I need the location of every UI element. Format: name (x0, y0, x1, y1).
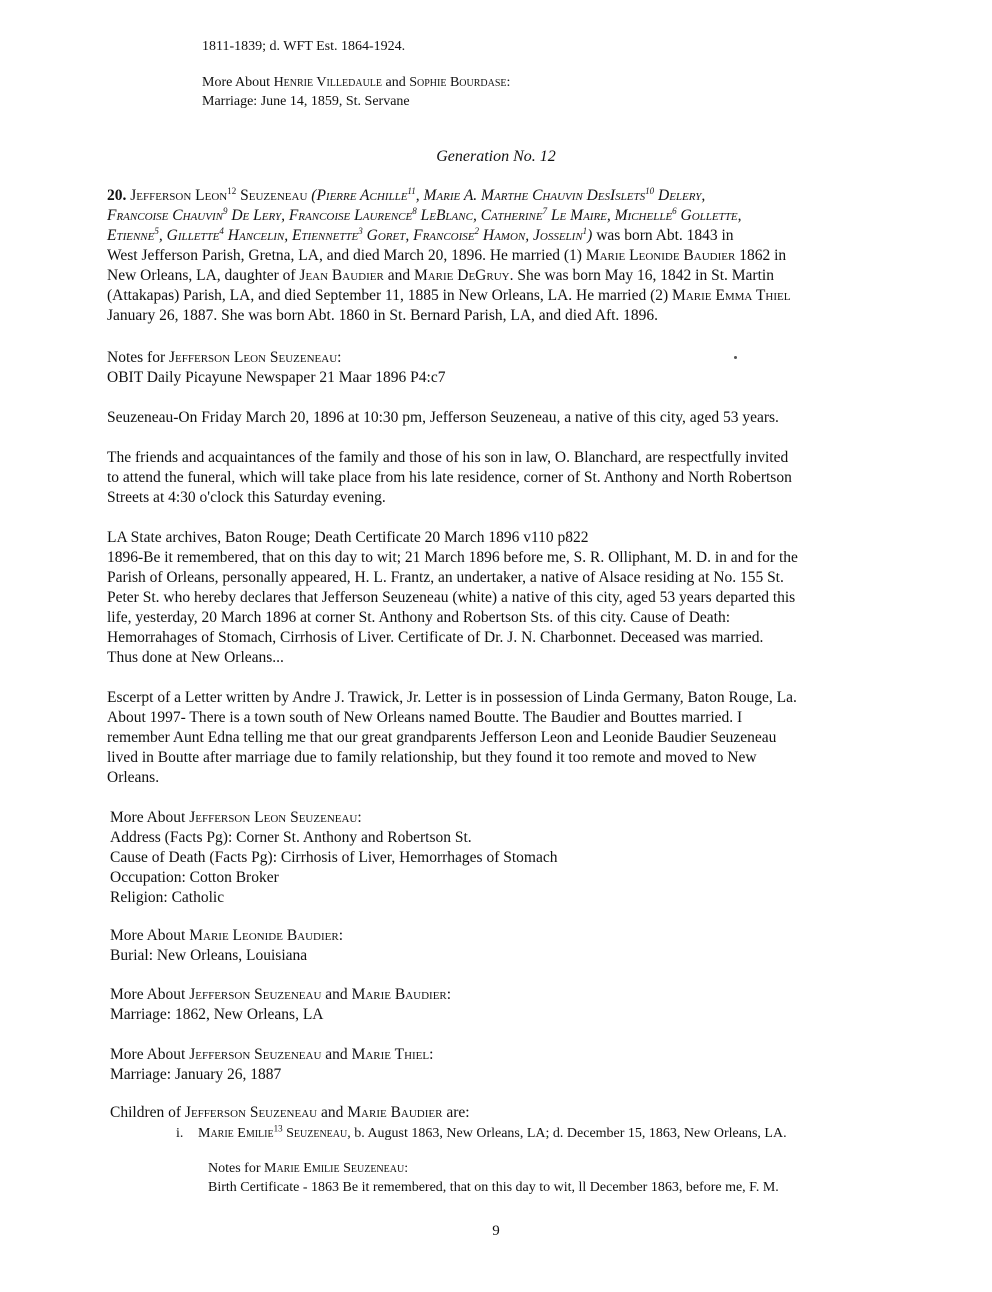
obit-line: OBIT Daily Picayune Newspaper 21 Maar 1896 P4:c7 (107, 369, 446, 386)
notes-heading: Notes for Jefferson Leon Seuzeneau: (107, 349, 342, 366)
child-entry: i. Marie Emilie$^{13}$ Seuzeneau, b. August 1863, New Orleans, LA; d. December 15, 1863, New Orleans, LA. (176, 1123, 787, 1141)
child-notes: Notes for Marie Emilie Seuzeneau: Birth Certificate - 1863 Be it remembered, that on this day to wit, ll December 1863, before me, F. M. (208, 1161, 779, 1195)
fact-marriage-1862: Marriage: 1862, New Orleans, LA (110, 1006, 324, 1023)
letter-excerpt-paragraph: Escerpt of a Letter written by Andre J. Trawick, Jr. Letter is in possession of Linda Germany, Baton Rouge, La. About 1997- There is a town south of New Orleans named Boutte. The Baudier and Bouttes married. I remember Aunt Edna telling me that our great grandparents Jefferson Leon and Leonide Baudier Seuzeneau lived in Boutte after marriage due to family relationship, but they found it too remote and moved to New Orleans. (107, 689, 797, 786)
more-about-jefferson-heading: More About Jefferson Leon Seuzeneau: (110, 809, 362, 826)
obit-paragraph-1: Seuzeneau-On Friday March 20, 1896 at 10:30 pm, Jefferson Seuzeneau, a native of this city, aged 53 years. (107, 409, 779, 426)
top-section (202, 37, 510, 111)
fact-marriage-1887: Marriage: January 26, 1887 (110, 1066, 282, 1083)
generation-heading: Generation No. 12 (436, 148, 556, 165)
entry-20: 20. Jefferson Leon$^{12}$ Seuzeneau (Pierre Achille$^{11}$, Marie A. Marthe Chauvin DesIslets$^{10}$ Delery, Francoise Chauvin$^9$ De Lery, Francoise Laurence$^8$ LeBlanc, Catherine$^7$ Le Maire, Michelle$^6$ Gollette, Etienne$^5$, Gillette$^4$ Hancelin, Etiennette$^3$ Goret, Francoise$^2$ Hamon, Josselin$^1$) was born Abt. 1843 in West Jefferson Parish, Gretna, LA, and died March 20, 1896. He married (1) Marie Leonide Baudier 1862 in New Orleans, LA, daughter of Jean Baudier and Marie DeGruy. She was born May 16, 1842 in St. Martin (Attakapas) Parish, LA, and died September 11, 1885 in New Orleans, LA. He married (2) Marie Emma Thiel January 26, 1887. She was born Abt. 1860 in St. Bernard Parish, LA, and died Aft. 1896. (107, 185, 791, 324)
fact-religion: Religion: Catholic (110, 889, 225, 906)
death-certificate-paragraph: LA State archives, Baton Rouge; Death Certificate 20 March 1896 v110 p822 1896-Be it remembered, that on this day to wit; 21 March 1896 before me, S. R. Olliphant, M. D. in and for the Parish of Orleans, personally appeared, H. L. Frantz, an undertaker, a native of Alsace residing at No. 155 St. Peter St. who hereby declares that Jefferson Seuzeneau (white) a native of this city, aged 53 years departed this life, yesterday, 20 March 1896 at corner St. Anthony and Robertson Sts. of this city. Cause of Death: Hemorrahages of Stomach, Cirrhosis of Liver. Certificate of Dr. J. N. Charbonnet. Deceased was married. Thus done at New Orleans... (107, 529, 798, 666)
notes-jefferson (107, 348, 907, 788)
fact-address: Address (Facts Pg): Corner St. Anthony and Robertson St. (110, 829, 472, 846)
fact-cause-of-death: Cause of Death (Facts Pg): Cirrhosis of Liver, Hemorrhages of Stomach (110, 849, 558, 866)
more-about-jefferson-baudier: More About Jefferson Seuzeneau and Marie Baudier: Marriage: 1862, New Orleans, LA (110, 986, 452, 1023)
obit-paragraph-2: The friends and acquaintances of the family and those of his son in law, O. Blanchard, are respectfully invited to attend the funeral, which will take place from his late residence, corner of St. Anthony and North Robertson Streets at 4:30 o'clock this Saturday evening. (107, 449, 792, 506)
fact-occupation: Occupation: Cotton Broker (110, 869, 279, 886)
child-birth-certificate: Birth Certificate - 1863 Be it remembered, that on this day to wit, ll December 1863, before me, F. M. (208, 1180, 779, 1195)
page-number: 9 (492, 1223, 500, 1239)
more-about-leonide (110, 926, 343, 966)
more-about-jefferson-thiel: More About Jefferson Seuzeneau and Marie Thiel: Marriage: January 26, 1887 (110, 1046, 434, 1083)
more-about-jefferson (110, 808, 558, 908)
fact-burial: Burial: New Orleans, Louisiana (110, 947, 308, 964)
marriage-henrie: Marriage: June 14, 1859, St. Servane (202, 94, 410, 109)
top-line: 1811-1839; d. WFT Est. 1864-1924. (202, 39, 406, 54)
more-about-leonide-heading: More About Marie Leonide Baudier: (110, 927, 344, 944)
more-about-henrie-heading: More About Henrie Villedaule and Sophie Bourdase: (202, 75, 511, 90)
children-heading: Children of Jefferson Seuzeneau and Marie Baudier are: (110, 1104, 470, 1121)
